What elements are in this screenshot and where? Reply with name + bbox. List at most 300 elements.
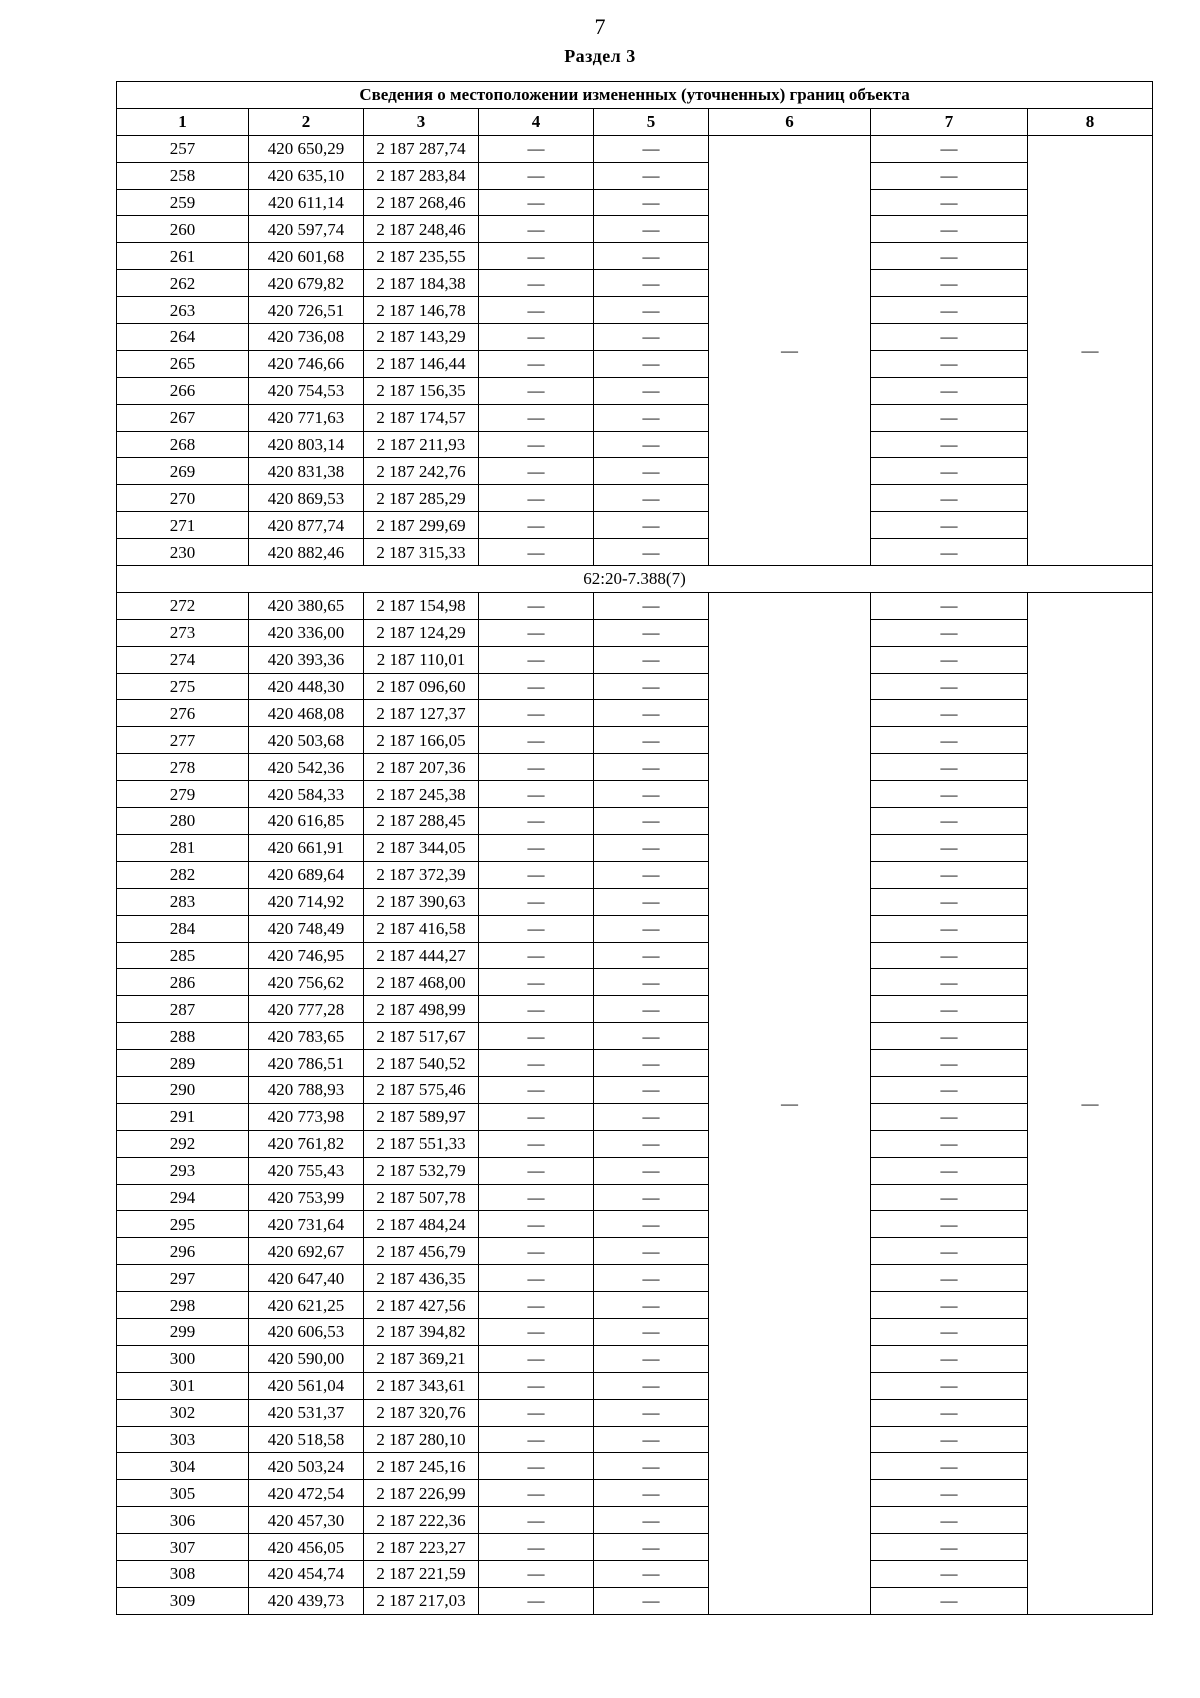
- col4-cell: —: [479, 377, 594, 404]
- table-row: [117, 485, 1153, 512]
- col5-cell: —: [594, 189, 709, 216]
- table-row: [117, 216, 1153, 243]
- point-number-cell: 304: [117, 1453, 249, 1480]
- col7-cell: —: [871, 1426, 1028, 1453]
- table-row: [117, 1238, 1153, 1265]
- col7-cell: —: [871, 404, 1028, 431]
- x-coordinate-cell: 420 736,08: [249, 324, 364, 351]
- col7-cell: —: [871, 808, 1028, 835]
- col5-cell: —: [594, 485, 709, 512]
- col5-cell: —: [594, 1560, 709, 1587]
- col4-cell: —: [479, 135, 594, 162]
- col5-cell: —: [594, 539, 709, 566]
- y-coordinate-cell: 2 187 242,76: [364, 458, 479, 485]
- table-row: [117, 861, 1153, 888]
- col7-cell: —: [871, 1130, 1028, 1157]
- table-row: [117, 996, 1153, 1023]
- table-row: [117, 270, 1153, 297]
- table-row: [117, 1453, 1153, 1480]
- point-number-cell: 277: [117, 727, 249, 754]
- col4-cell: —: [479, 1587, 594, 1614]
- table-row: [117, 1184, 1153, 1211]
- point-number-cell: 284: [117, 915, 249, 942]
- point-number-cell: 289: [117, 1050, 249, 1077]
- col5-cell: —: [594, 243, 709, 270]
- table-row: [117, 834, 1153, 861]
- y-coordinate-cell: 2 187 110,01: [364, 646, 479, 673]
- y-coordinate-cell: 2 187 166,05: [364, 727, 479, 754]
- col4-cell: —: [479, 1292, 594, 1319]
- point-number-cell: 292: [117, 1130, 249, 1157]
- col7-cell: —: [871, 1399, 1028, 1426]
- point-number-cell: 264: [117, 324, 249, 351]
- y-coordinate-cell: 2 187 287,74: [364, 135, 479, 162]
- y-coordinate-cell: 2 187 245,38: [364, 781, 479, 808]
- y-coordinate-cell: 2 187 589,97: [364, 1103, 479, 1130]
- y-coordinate-cell: 2 187 390,63: [364, 888, 479, 915]
- col7-cell: —: [871, 270, 1028, 297]
- col5-cell: —: [594, 1076, 709, 1103]
- col4-cell: —: [479, 1345, 594, 1372]
- point-number-cell: 275: [117, 673, 249, 700]
- y-coordinate-cell: 2 187 245,16: [364, 1453, 479, 1480]
- col4-cell: —: [479, 942, 594, 969]
- table-row: [117, 1345, 1153, 1372]
- table-title: Сведения о местоположении измененных (уточненных) границ объекта: [117, 82, 1153, 109]
- table-row: [117, 700, 1153, 727]
- table-row: [117, 189, 1153, 216]
- col7-cell: —: [871, 781, 1028, 808]
- col4-cell: —: [479, 297, 594, 324]
- point-number-cell: 299: [117, 1318, 249, 1345]
- col4-cell: —: [479, 1184, 594, 1211]
- x-coordinate-cell: 420 689,64: [249, 861, 364, 888]
- y-coordinate-cell: 2 187 146,44: [364, 350, 479, 377]
- col7-cell: —: [871, 1560, 1028, 1587]
- y-coordinate-cell: 2 187 456,79: [364, 1238, 479, 1265]
- y-coordinate-cell: 2 187 315,33: [364, 539, 479, 566]
- table-row: [117, 1318, 1153, 1345]
- col4-cell: —: [479, 1076, 594, 1103]
- y-coordinate-cell: 2 187 427,56: [364, 1292, 479, 1319]
- point-number-cell: 278: [117, 754, 249, 781]
- y-coordinate-cell: 2 187 344,05: [364, 834, 479, 861]
- y-coordinate-cell: 2 187 174,57: [364, 404, 479, 431]
- col7-cell: —: [871, 646, 1028, 673]
- y-coordinate-cell: 2 187 299,69: [364, 512, 479, 539]
- col5-cell: —: [594, 297, 709, 324]
- col7-cell: —: [871, 1453, 1028, 1480]
- table-row: [117, 781, 1153, 808]
- col5-cell: —: [594, 619, 709, 646]
- col7-cell: —: [871, 1292, 1028, 1319]
- table-row: [117, 1534, 1153, 1561]
- x-coordinate-cell: 420 755,43: [249, 1157, 364, 1184]
- point-number-cell: 261: [117, 243, 249, 270]
- x-coordinate-cell: 420 503,68: [249, 727, 364, 754]
- col4-cell: —: [479, 1399, 594, 1426]
- col5-cell: —: [594, 324, 709, 351]
- col4-cell: —: [479, 619, 594, 646]
- col5-cell: —: [594, 1507, 709, 1534]
- col7-cell: —: [871, 727, 1028, 754]
- y-coordinate-cell: 2 187 372,39: [364, 861, 479, 888]
- x-coordinate-cell: 420 393,36: [249, 646, 364, 673]
- column-header: 6: [709, 108, 871, 135]
- col5-cell: —: [594, 377, 709, 404]
- col5-cell: —: [594, 1265, 709, 1292]
- y-coordinate-cell: 2 187 343,61: [364, 1372, 479, 1399]
- col4-cell: —: [479, 1050, 594, 1077]
- col5-cell: —: [594, 727, 709, 754]
- col7-cell: —: [871, 1318, 1028, 1345]
- col4-cell: —: [479, 808, 594, 835]
- col4-cell: —: [479, 888, 594, 915]
- col4-cell: —: [479, 162, 594, 189]
- col7-cell: —: [871, 243, 1028, 270]
- x-coordinate-cell: 420 746,95: [249, 942, 364, 969]
- x-coordinate-cell: 420 803,14: [249, 431, 364, 458]
- col5-cell: —: [594, 861, 709, 888]
- col7-cell: —: [871, 1103, 1028, 1130]
- col7-cell: —: [871, 512, 1028, 539]
- point-number-cell: 272: [117, 592, 249, 619]
- y-coordinate-cell: 2 187 222,36: [364, 1507, 479, 1534]
- col5-cell: —: [594, 404, 709, 431]
- x-coordinate-cell: 420 457,30: [249, 1507, 364, 1534]
- col5-cell: —: [594, 1157, 709, 1184]
- table-row: [117, 942, 1153, 969]
- column-header: 8: [1028, 108, 1153, 135]
- x-coordinate-cell: 420 783,65: [249, 1023, 364, 1050]
- col5-cell: —: [594, 135, 709, 162]
- x-coordinate-cell: 420 380,65: [249, 592, 364, 619]
- point-number-cell: 298: [117, 1292, 249, 1319]
- column-header: 2: [249, 108, 364, 135]
- group-label-row: [117, 566, 1153, 593]
- y-coordinate-cell: 2 187 156,35: [364, 377, 479, 404]
- col7-cell: —: [871, 942, 1028, 969]
- col7-cell: —: [871, 1238, 1028, 1265]
- x-coordinate-cell: 420 869,53: [249, 485, 364, 512]
- y-coordinate-cell: 2 187 283,84: [364, 162, 479, 189]
- col7-cell: —: [871, 297, 1028, 324]
- point-number-cell: 305: [117, 1480, 249, 1507]
- col5-cell: —: [594, 673, 709, 700]
- col4-cell: —: [479, 700, 594, 727]
- x-coordinate-cell: 420 616,85: [249, 808, 364, 835]
- y-coordinate-cell: 2 187 184,38: [364, 270, 479, 297]
- y-coordinate-cell: 2 187 223,27: [364, 1534, 479, 1561]
- col5-cell: —: [594, 1238, 709, 1265]
- x-coordinate-cell: 420 771,63: [249, 404, 364, 431]
- col4-cell: —: [479, 270, 594, 297]
- x-coordinate-cell: 420 756,62: [249, 969, 364, 996]
- x-coordinate-cell: 420 714,92: [249, 888, 364, 915]
- y-coordinate-cell: 2 187 551,33: [364, 1130, 479, 1157]
- col5-cell: —: [594, 1050, 709, 1077]
- col5-cell: —: [594, 1480, 709, 1507]
- col4-cell: —: [479, 673, 594, 700]
- x-coordinate-cell: 420 788,93: [249, 1076, 364, 1103]
- table-row: [117, 404, 1153, 431]
- point-number-cell: 276: [117, 700, 249, 727]
- x-coordinate-cell: 420 692,67: [249, 1238, 364, 1265]
- col5-cell: —: [594, 969, 709, 996]
- y-coordinate-cell: 2 187 096,60: [364, 673, 479, 700]
- x-coordinate-cell: 420 635,10: [249, 162, 364, 189]
- col5-cell: —: [594, 162, 709, 189]
- x-coordinate-cell: 420 584,33: [249, 781, 364, 808]
- point-number-cell: 271: [117, 512, 249, 539]
- point-number-cell: 306: [117, 1507, 249, 1534]
- y-coordinate-cell: 2 187 575,46: [364, 1076, 479, 1103]
- col7-cell: —: [871, 1534, 1028, 1561]
- col5-cell: —: [594, 270, 709, 297]
- table-row: [117, 646, 1153, 673]
- table-body: [117, 135, 1153, 1614]
- table-row: [117, 350, 1153, 377]
- table-row: [117, 1480, 1153, 1507]
- col4-cell: —: [479, 727, 594, 754]
- table-row: [117, 1050, 1153, 1077]
- table-row: [117, 162, 1153, 189]
- col4-cell: —: [479, 1372, 594, 1399]
- x-coordinate-cell: 420 877,74: [249, 512, 364, 539]
- table-row: [117, 431, 1153, 458]
- x-coordinate-cell: 420 754,53: [249, 377, 364, 404]
- x-coordinate-cell: 420 882,46: [249, 539, 364, 566]
- col5-cell: —: [594, 1426, 709, 1453]
- point-number-cell: 268: [117, 431, 249, 458]
- y-coordinate-cell: 2 187 498,99: [364, 996, 479, 1023]
- col8-merged-cell: —: [1028, 135, 1153, 565]
- col5-cell: —: [594, 915, 709, 942]
- x-coordinate-cell: 420 611,14: [249, 189, 364, 216]
- x-coordinate-cell: 420 661,91: [249, 834, 364, 861]
- col5-cell: —: [594, 1184, 709, 1211]
- col7-cell: —: [871, 135, 1028, 162]
- col5-cell: —: [594, 996, 709, 1023]
- y-coordinate-cell: 2 187 540,52: [364, 1050, 479, 1077]
- table-row: [117, 1507, 1153, 1534]
- col5-cell: —: [594, 1372, 709, 1399]
- col7-cell: —: [871, 1023, 1028, 1050]
- col4-cell: —: [479, 458, 594, 485]
- y-coordinate-cell: 2 187 268,46: [364, 189, 479, 216]
- col4-cell: —: [479, 431, 594, 458]
- col7-cell: —: [871, 861, 1028, 888]
- col8-merged-cell: —: [1028, 592, 1153, 1614]
- table-row: [117, 888, 1153, 915]
- x-coordinate-cell: 420 731,64: [249, 1211, 364, 1238]
- col5-cell: —: [594, 1453, 709, 1480]
- point-number-cell: 303: [117, 1426, 249, 1453]
- point-number-cell: 291: [117, 1103, 249, 1130]
- group-label: 62:20-7.388(7): [117, 566, 1153, 593]
- col4-cell: —: [479, 1426, 594, 1453]
- col7-cell: —: [871, 1372, 1028, 1399]
- y-coordinate-cell: 2 187 217,03: [364, 1587, 479, 1614]
- y-coordinate-cell: 2 187 280,10: [364, 1426, 479, 1453]
- col4-cell: —: [479, 1103, 594, 1130]
- col4-cell: —: [479, 915, 594, 942]
- x-coordinate-cell: 420 746,66: [249, 350, 364, 377]
- point-number-cell: 269: [117, 458, 249, 485]
- point-number-cell: 308: [117, 1560, 249, 1587]
- col5-cell: —: [594, 781, 709, 808]
- point-number-cell: 258: [117, 162, 249, 189]
- col4-cell: —: [479, 781, 594, 808]
- column-header: 1: [117, 108, 249, 135]
- table-row: [117, 458, 1153, 485]
- column-header: 5: [594, 108, 709, 135]
- x-coordinate-cell: 420 439,73: [249, 1587, 364, 1614]
- col4-cell: —: [479, 216, 594, 243]
- col7-cell: —: [871, 162, 1028, 189]
- table-row: [117, 673, 1153, 700]
- table-row: [117, 1023, 1153, 1050]
- x-coordinate-cell: 420 503,24: [249, 1453, 364, 1480]
- x-coordinate-cell: 420 650,29: [249, 135, 364, 162]
- col7-cell: —: [871, 1050, 1028, 1077]
- col7-cell: —: [871, 1480, 1028, 1507]
- col4-cell: —: [479, 861, 594, 888]
- x-coordinate-cell: 420 472,54: [249, 1480, 364, 1507]
- col7-cell: —: [871, 1265, 1028, 1292]
- x-coordinate-cell: 420 831,38: [249, 458, 364, 485]
- x-coordinate-cell: 420 456,05: [249, 1534, 364, 1561]
- table-row: [117, 512, 1153, 539]
- x-coordinate-cell: 420 726,51: [249, 297, 364, 324]
- col4-cell: —: [479, 969, 594, 996]
- y-coordinate-cell: 2 187 146,78: [364, 297, 479, 324]
- x-coordinate-cell: 420 518,58: [249, 1426, 364, 1453]
- x-coordinate-cell: 420 601,68: [249, 243, 364, 270]
- x-coordinate-cell: 420 679,82: [249, 270, 364, 297]
- y-coordinate-cell: 2 187 468,00: [364, 969, 479, 996]
- col4-cell: —: [479, 1023, 594, 1050]
- column-header: 3: [364, 108, 479, 135]
- col7-cell: —: [871, 592, 1028, 619]
- col7-cell: —: [871, 700, 1028, 727]
- col5-cell: —: [594, 431, 709, 458]
- col7-cell: —: [871, 996, 1028, 1023]
- x-coordinate-cell: 420 606,53: [249, 1318, 364, 1345]
- col5-cell: —: [594, 512, 709, 539]
- y-coordinate-cell: 2 187 320,76: [364, 1399, 479, 1426]
- col5-cell: —: [594, 1318, 709, 1345]
- point-number-cell: 286: [117, 969, 249, 996]
- col5-cell: —: [594, 1103, 709, 1130]
- col4-cell: —: [479, 1560, 594, 1587]
- table-row: [117, 297, 1153, 324]
- y-coordinate-cell: 2 187 436,35: [364, 1265, 479, 1292]
- col7-cell: —: [871, 458, 1028, 485]
- col7-cell: —: [871, 1076, 1028, 1103]
- x-coordinate-cell: 420 786,51: [249, 1050, 364, 1077]
- y-coordinate-cell: 2 187 226,99: [364, 1480, 479, 1507]
- col7-cell: —: [871, 539, 1028, 566]
- col7-cell: —: [871, 754, 1028, 781]
- y-coordinate-cell: 2 187 235,55: [364, 243, 479, 270]
- col5-cell: —: [594, 1345, 709, 1372]
- col4-cell: —: [479, 996, 594, 1023]
- x-coordinate-cell: 420 761,82: [249, 1130, 364, 1157]
- point-number-cell: 282: [117, 861, 249, 888]
- y-coordinate-cell: 2 187 211,93: [364, 431, 479, 458]
- x-coordinate-cell: 420 448,30: [249, 673, 364, 700]
- point-number-cell: 265: [117, 350, 249, 377]
- col7-cell: —: [871, 673, 1028, 700]
- col5-cell: —: [594, 754, 709, 781]
- y-coordinate-cell: 2 187 221,59: [364, 1560, 479, 1587]
- column-header: 7: [871, 108, 1028, 135]
- y-coordinate-cell: 2 187 285,29: [364, 485, 479, 512]
- col5-cell: —: [594, 1211, 709, 1238]
- table-row: [117, 324, 1153, 351]
- x-coordinate-cell: 420 454,74: [249, 1560, 364, 1587]
- table-row: [117, 969, 1153, 996]
- table-row: [117, 1399, 1153, 1426]
- point-number-cell: 294: [117, 1184, 249, 1211]
- col4-cell: —: [479, 485, 594, 512]
- col7-cell: —: [871, 915, 1028, 942]
- col7-cell: —: [871, 1211, 1028, 1238]
- y-coordinate-cell: 2 187 207,36: [364, 754, 479, 781]
- x-coordinate-cell: 420 531,37: [249, 1399, 364, 1426]
- col4-cell: —: [479, 243, 594, 270]
- y-coordinate-cell: 2 187 288,45: [364, 808, 479, 835]
- table-row: [117, 1372, 1153, 1399]
- point-number-cell: 280: [117, 808, 249, 835]
- table-row: [117, 727, 1153, 754]
- col4-cell: —: [479, 1211, 594, 1238]
- y-coordinate-cell: 2 187 154,98: [364, 592, 479, 619]
- col7-cell: —: [871, 189, 1028, 216]
- table-row: [117, 1130, 1153, 1157]
- section-title: Раздел 3: [564, 46, 636, 66]
- point-number-cell: 260: [117, 216, 249, 243]
- table-row: [117, 1103, 1153, 1130]
- col4-cell: —: [479, 189, 594, 216]
- y-coordinate-cell: 2 187 248,46: [364, 216, 479, 243]
- col7-cell: —: [871, 1184, 1028, 1211]
- point-number-cell: 270: [117, 485, 249, 512]
- col7-cell: —: [871, 431, 1028, 458]
- x-coordinate-cell: 420 647,40: [249, 1265, 364, 1292]
- col5-cell: —: [594, 592, 709, 619]
- x-coordinate-cell: 420 621,25: [249, 1292, 364, 1319]
- col6-merged-cell: —: [709, 592, 871, 1614]
- y-coordinate-cell: 2 187 507,78: [364, 1184, 479, 1211]
- col7-cell: —: [871, 350, 1028, 377]
- point-number-cell: 293: [117, 1157, 249, 1184]
- x-coordinate-cell: 420 561,04: [249, 1372, 364, 1399]
- y-coordinate-cell: 2 187 444,27: [364, 942, 479, 969]
- point-number-cell: 263: [117, 297, 249, 324]
- boundary-coordinates-table: [116, 81, 1153, 1615]
- x-coordinate-cell: 420 336,00: [249, 619, 364, 646]
- col4-cell: —: [479, 1265, 594, 1292]
- col4-cell: —: [479, 1480, 594, 1507]
- col7-cell: —: [871, 969, 1028, 996]
- col5-cell: —: [594, 1292, 709, 1319]
- point-number-cell: 259: [117, 189, 249, 216]
- col4-cell: —: [479, 512, 594, 539]
- y-coordinate-cell: 2 187 517,67: [364, 1023, 479, 1050]
- x-coordinate-cell: 420 777,28: [249, 996, 364, 1023]
